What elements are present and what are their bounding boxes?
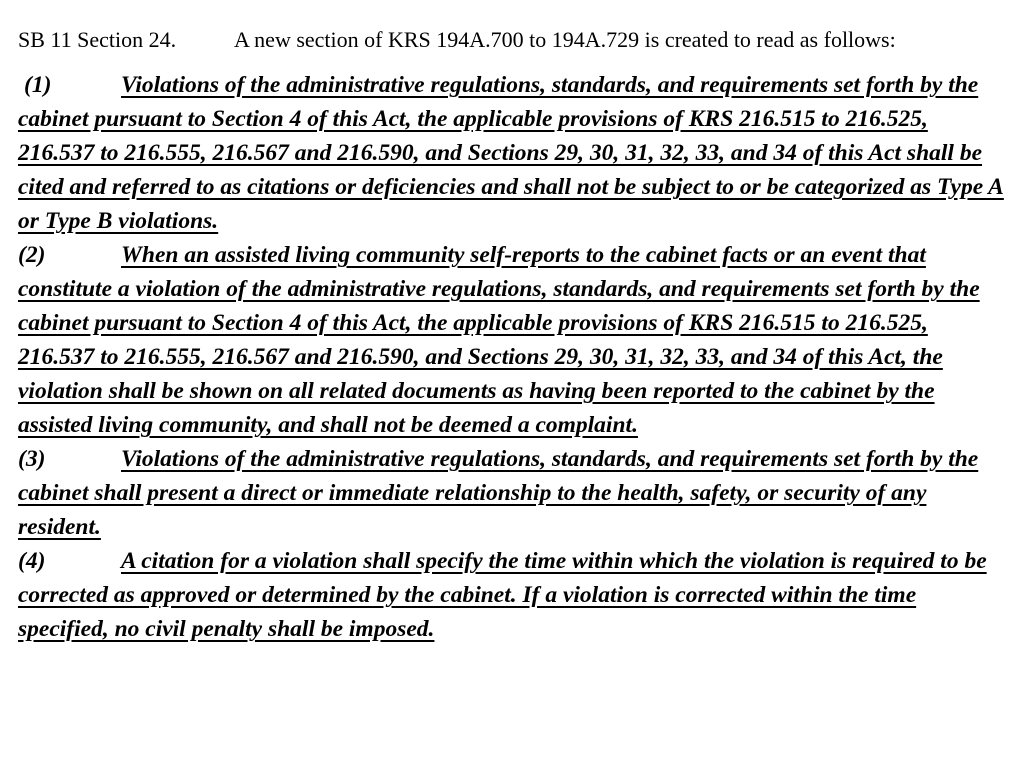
section-id: SB 11 Section 24. (18, 27, 177, 52)
subsection-number: (3) (18, 446, 46, 472)
subsection-number: (1) (24, 72, 52, 98)
section-heading (18, 0, 1010, 55)
subsection-text: When an assisted living community self-reports to the cabinet facts or an event that constitute a violation of the administrative regulations, standards, and requirements set forth by the cabinet pursuant to Section 4 of this Act, the applicable provisions of KRS 216.515 to 216.525, 216.537 to 216.555, 216.567 and 216.590, and Sections 29, 30, 31, 32, 33, and 34 of this Act, the violation shall be shown on all related documents as having been reported to the cabinet by the assisted living community, and shall not be deemed a complaint. (18, 242, 980, 438)
document-page (18, 0, 1010, 646)
section-intro: A new section of KRS 194A.700 to 194A.729 is created to read as follows: (234, 27, 896, 52)
subsection-1 (18, 68, 1010, 238)
subsection-number: (4) (18, 548, 46, 574)
subsection-4 (18, 544, 1010, 646)
subsection-text: Violations of the administrative regulations, standards, and requirements set forth by the cabinet pursuant to Section 4 of this Act, the applicable provisions of KRS 216.515 to 216.525, 216.537 to 216.555, 216.567 and 216.590, and Sections 29, 30, 31, 32, 33, and 34 of this Act shall be cited and referred to as citations or deficiencies and shall not be subject to or be categorized as Type A or Type B violations. (18, 72, 1004, 234)
subsection-3 (18, 442, 1010, 544)
subsection-number: (2) (18, 242, 46, 268)
subsection-2 (18, 238, 1010, 442)
subsection-text: Violations of the administrative regulations, standards, and requirements set forth by the cabinet shall present a direct or immediate relationship to the health, safety, or security of any resident. (18, 446, 979, 540)
subsection-text: A citation for a violation shall specify the time within which the violation is required to be corrected as approved or determined by the cabinet. If a violation is corrected within the time specified, no civil penalty shall be imposed. (18, 548, 987, 642)
subsection-list (18, 68, 1010, 646)
